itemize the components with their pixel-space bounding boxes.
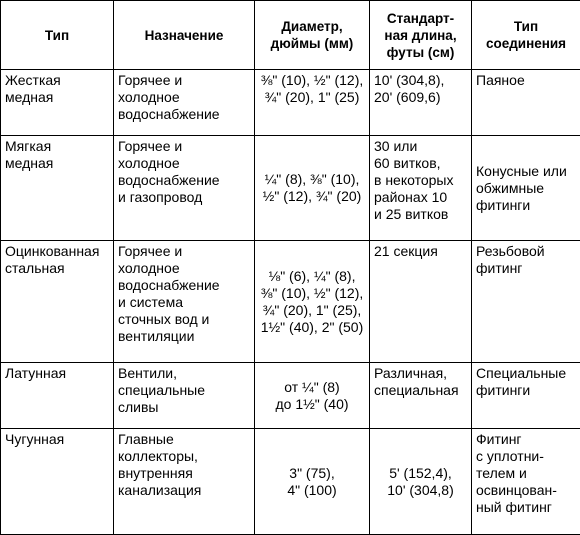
cell-purpose: Горячее и холодное водоснабжение и газопровод [114, 136, 255, 241]
table-row [1, 70, 580, 136]
cell-connection: Фитинг с уплотни- телем и освинцован- ный фитинг [472, 429, 580, 535]
cell-connection: Резьбовой фитинг [472, 241, 580, 363]
table-row [1, 241, 580, 363]
cell-length: 30 или 60 витков, в некоторых районах 10 и 25 витков [370, 136, 472, 241]
cell-type: Оцинкованная стальная [1, 241, 114, 363]
table-row [1, 363, 580, 429]
cell-diameter: 3" (75), 4" (100) [255, 429, 370, 535]
header-type: Тип [1, 1, 114, 70]
cell-type: Латунная [1, 363, 114, 429]
cell-type: Чугунная [1, 429, 114, 535]
cell-diameter: ⅜" (10), ½" (12), ¾" (20), 1" (25) [255, 70, 370, 136]
header-diameter: Диаметр, дюймы (мм) [255, 1, 370, 70]
header-length: Стандарт- ная длина, футы (см) [370, 1, 472, 70]
cell-length: 10' (304,8), 20' (609,6) [370, 70, 472, 136]
cell-purpose: Горячее и холодное водоснабжение и система сточных вод и вентиляции [114, 241, 255, 363]
header-connection: Тип соединения [472, 1, 580, 70]
table-row [1, 136, 580, 241]
cell-diameter: ⅛" (6), ¼" (8), ⅜" (10), ½" (12), ¾" (20), 1" (25), 1½" (40), 2" (50) [255, 241, 370, 363]
cell-length: 21 секция [370, 241, 472, 363]
cell-length: 5' (152,4), 10' (304,8) [370, 429, 472, 535]
cell-connection: Конусные или обжимные фитинги [472, 136, 580, 241]
cell-diameter: от ¼" (8) до 1½" (40) [255, 363, 370, 429]
header-purpose: Назначение [114, 1, 255, 70]
cell-purpose: Горячее и холодное водоснабжение [114, 70, 255, 136]
header-row [1, 1, 580, 70]
cell-type: Жесткая медная [1, 70, 114, 136]
cell-diameter: ¼" (8), ⅜" (10), ½" (12), ¾" (20) [255, 136, 370, 241]
table-row [1, 429, 580, 535]
cell-connection: Паяное [472, 70, 580, 136]
cell-purpose: Вентили, специальные сливы [114, 363, 255, 429]
cell-purpose: Главные коллекторы, внутренняя канализация [114, 429, 255, 535]
cell-connection: Специальные фитинги [472, 363, 580, 429]
cell-type: Мягкая медная [1, 136, 114, 241]
cell-length: Различная, специальная [370, 363, 472, 429]
